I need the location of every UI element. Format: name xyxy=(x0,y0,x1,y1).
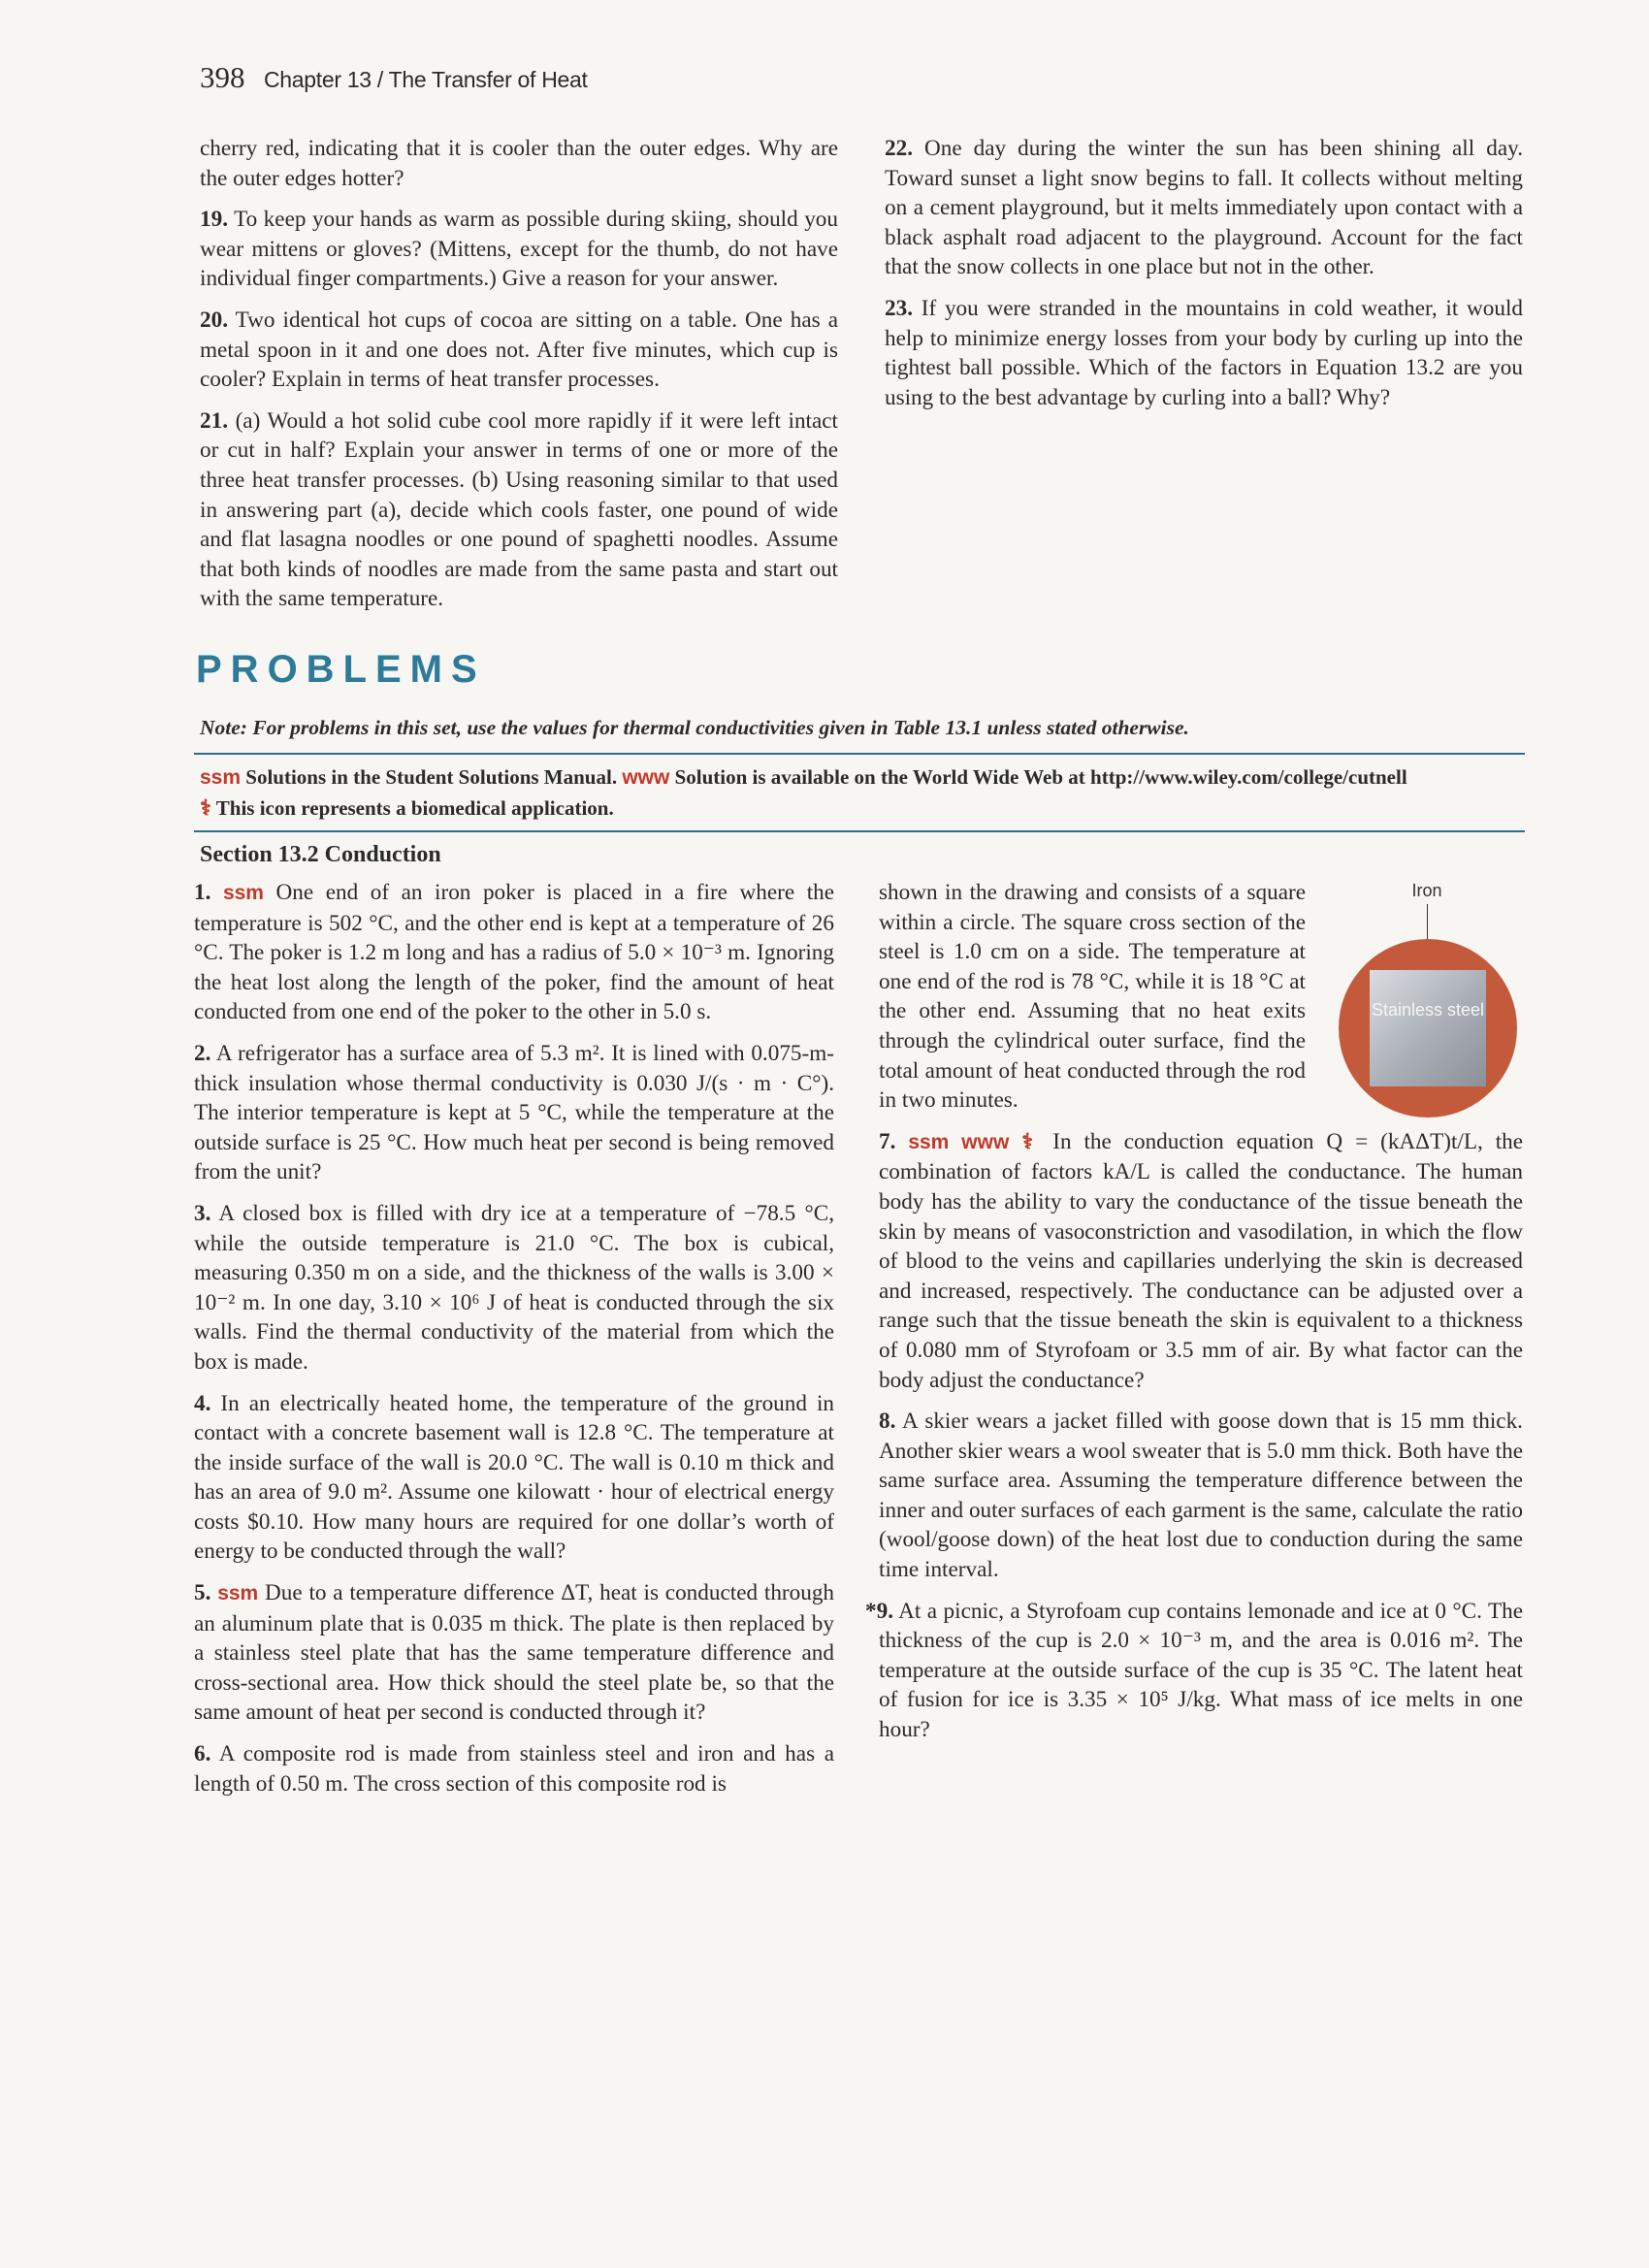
www-tag: www xyxy=(961,1130,1010,1153)
question-22 xyxy=(885,134,1523,282)
iron-label: Iron xyxy=(1411,881,1442,900)
question-number: 19. xyxy=(200,207,228,233)
legend-bio-text: This icon represents a biomedical application. xyxy=(215,796,614,820)
problem-text: In an electrically heated home, the temperature of the ground in contact with a concrete basement wall is 12.8 °C. The temperature at the inside surface of the wall is 20.0 °C. The wall is 0.10 m thick and has an area of 9.0 m². Assume one kilowatt · hour of electrical energy costs $0.10. How many hours are required for one dollar’s worth of energy to be conducted through the wall? xyxy=(194,1390,835,1565)
steel-square xyxy=(1370,970,1486,1086)
question-20 xyxy=(200,306,838,395)
problem-number: 8. xyxy=(879,1409,896,1435)
problem-7 xyxy=(879,1127,1523,1395)
page-header xyxy=(200,60,588,95)
problem-number: 3. xyxy=(194,1200,211,1226)
problem-number: *9. xyxy=(865,1598,893,1624)
question-number: 22. xyxy=(885,136,913,161)
legend-www-text: Solution is available on the World Wide Web at http://www.wiley.com/college/cutnell xyxy=(674,765,1407,789)
problem-9 xyxy=(865,1597,1523,1745)
problem-number: 5. xyxy=(194,1580,211,1606)
question-text: Two identical hot cups of cocoa are sitting on a table. One has a metal spoon in it and one does not. After five minutes, which cup is cooler? Explain in terms of heat transfer processes. xyxy=(200,307,838,393)
question-text: (a) Would a hot solid cube cool more rapidly if it were left intact or cut in half? Explain your answer in terms of one or more of the three heat transfer processes. (b) Using reasoning similar to that used in answering part (a), decide which cools faster, one pound of wide and flat lasagna noodles or one pound of spaghetti noodles. Assume that both kinds of noodles are made from the same pasta and start out with the same temperature. xyxy=(200,407,839,612)
chapter-title: Chapter 13 / The Transfer of Heat xyxy=(264,67,588,92)
problem-1 xyxy=(194,878,834,1027)
problem-number: 4. xyxy=(194,1390,211,1416)
problem-number: 2. xyxy=(194,1040,211,1066)
problem-text: A skier wears a jacket filled with goose down that is 15 mm thick. Another skier wears a wool sweater that is 5.0 mm thick. Both have the same surface area. Assuming the temperature difference between the inner and outer surfaces of each garment is the same, calculate the ratio (wool/goose down) of the heat lost due to conduction during the same time interval. xyxy=(879,1409,1523,1583)
ssm-tag: ssm xyxy=(217,1582,259,1605)
www-tag: www xyxy=(622,766,670,789)
problem-4 xyxy=(194,1389,834,1568)
question-number: 23. xyxy=(885,295,913,321)
stainless-steel-label: Stainless steel xyxy=(1371,1000,1485,1020)
problem-number: 6. xyxy=(194,1741,211,1767)
questions-right-column xyxy=(885,134,1523,424)
ssm-tag: ssm xyxy=(222,882,264,904)
problem-text: A composite rod is made from stainless steel and iron and has a length of 0.50 m. The cross section of this composite rod is xyxy=(194,1741,834,1797)
problem-text: One end of an iron poker is placed in a fire where the temperature is 502 °C, and the other end is kept at a temperature of 26 °C. The poker is 1.2 m long and has a radius of 5.0 × 10⁻³ m. Ignoring the heat lost along the length of the poker, find the amount of heat conducted from one end of the poker to the other in 5.0 s. xyxy=(194,880,835,1025)
question-21 xyxy=(200,406,839,612)
questions-left-column xyxy=(200,134,839,612)
page-number: 398 xyxy=(200,60,245,94)
problem-6-start xyxy=(194,1739,834,1798)
problems-left-column xyxy=(194,878,834,1810)
problems-heading: PROBLEMS xyxy=(196,648,486,691)
question-23 xyxy=(885,294,1523,412)
problem-text: A closed box is filled with dry ice at a temperature of −78.5 °C, while the outside temperature is 21.0 °C. The box is cubical, measuring 0.350 m on a side, and the thickness of the walls is 3.00 × 10⁻² m. In one day, 3.10 × 10⁶ J of heat is conducted through the six walls. Find the thermal conductivity of the material from which the box is made. xyxy=(194,1200,834,1375)
question-18-tail: cherry red, indicating that it is cooler than the outer edges. Why are the outer edges hotter? xyxy=(200,136,838,191)
problems-legend xyxy=(200,762,1523,824)
question-text: One day during the winter the sun has been shining all day. Toward sunset a light snow begins to fall. It collects without melting on a cement playground, but it melts immediately upon contact with a black asphalt road adjacent to the playground. Account for the fact that the snow collects in one place but not in the other. xyxy=(885,136,1523,280)
problem-3 xyxy=(194,1199,834,1377)
ssm-tag: ssm xyxy=(908,1130,950,1153)
problem-text: At a picnic, a Styrofoam cup contains lemonade and ice at 0 °C. The thickness of the cup is 2.0 × 10⁻³ m, and the area is 0.016 m². The temperature at the outside surface of the cup is 35 °C. The latent heat of fusion for ice is 3.35 × 10⁵ J/kg. What mass of ice melts in one hour? xyxy=(879,1598,1523,1743)
divider xyxy=(194,753,1525,755)
legend-line-1 xyxy=(200,762,1523,793)
problem-8 xyxy=(879,1407,1523,1585)
divider xyxy=(194,830,1525,832)
question-number: 21. xyxy=(200,407,228,434)
problem-2 xyxy=(194,1039,834,1187)
problem-number: 7. xyxy=(879,1128,896,1154)
biomedical-icon: ⚕ xyxy=(1021,1128,1041,1153)
problem-number: 1. xyxy=(194,880,211,905)
legend-ssm-text: Solutions in the Student Solutions Manual. xyxy=(245,765,618,789)
composite-rod-figure xyxy=(1335,881,1519,1133)
ssm-tag: ssm xyxy=(200,766,242,789)
question-19 xyxy=(200,205,838,294)
biomedical-icon: ⚕ xyxy=(200,795,211,820)
question-text: To keep your hands as warm as possible during skiing, should you wear mittens or gloves? (Mittens, except for the thumb, do not have individual finger compartments.) Give a reason for your answer. xyxy=(200,207,838,292)
problem-text: In the conduction equation Q = (kAΔT)t/L, the combination of factors kA/L is called the conductance. The human body has the ability to vary the conductance of the tissue beneath the skin by means of vasoconstriction and vasodilation, in which the flow of blood to the veins and capillaries underlying the skin is decreased and increased, respectively. The conductance can be adjusted over a range such that the tissue beneath the skin is equivalent to a thickness of 0.080 mm of Styrofoam or 3.5 mm of air. By what factor can the body adjust the conductance? xyxy=(879,1128,1524,1393)
problem-text: A refrigerator has a surface area of 5.3 m². It is lined with 0.075-m-thick insulation whose thermal conductivity is 0.030 J/(s · m · C°). The interior temperature is kept at 5 °C, while the temperature at the outside surface is 25 °C. How much heat per second is being removed from the unit? xyxy=(194,1040,834,1185)
section-title: Section 13.2 Conduction xyxy=(200,842,441,867)
question-number: 20. xyxy=(200,307,228,333)
problem-text: Due to a temperature difference ΔT, heat is conducted through an aluminum plate that is 0.035 m thick. The plate is then replaced by a stainless steel plate that has the same temperature difference and cross-sectional area. How thick should the steel plate be, so that the same amount of heat per second is conducted through it? xyxy=(194,1580,835,1726)
question-text: If you were stranded in the mountains in cold weather, it would help to minimize energy losses from your body by curling up into the tightest ball possible. Which of the factors in Equation 13.2 are you using to the best advantage by curling into a ball? Why? xyxy=(885,295,1524,410)
problems-note: Note: For problems in this set, use the values for thermal conductivities given in Table 13.1 unless stated otherwise. xyxy=(200,716,1189,739)
problem-5 xyxy=(194,1578,834,1728)
legend-line-2 xyxy=(200,793,1523,824)
problem-6-continued: shown in the drawing and consists of a square within a circle. The square cross section of the steel is 1.0 cm on a side. The temperature at one end of the rod is 78 °C, while it is 18 °C at the other end. Assuming that no heat exits through the cylindrical outer surface, find the total amount of heat conducted through the rod in two minutes. xyxy=(879,880,1306,1114)
